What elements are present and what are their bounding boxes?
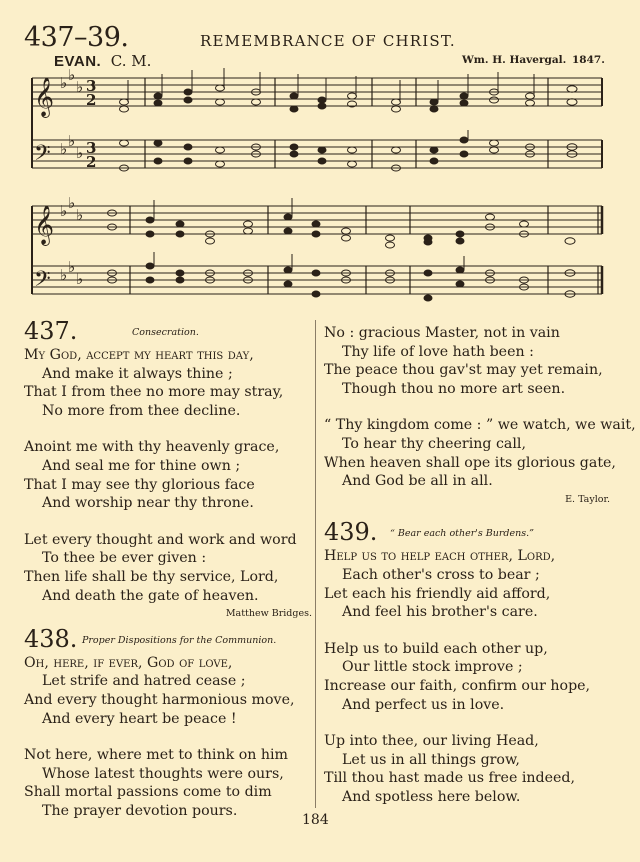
verse-line: Till thou hast made us free indeed, <box>324 770 576 787</box>
tune-year: 1847. <box>572 54 605 66</box>
svg-text:♭: ♭ <box>68 194 76 212</box>
hymn-number: 437. <box>24 317 78 345</box>
hymn-subtitle: “ Bear each other's Burdens.” <box>390 528 534 540</box>
verse-line: Help us to build each other up, <box>324 640 548 657</box>
stanza <box>324 324 610 398</box>
verse-line: No more from thee decline. <box>42 402 241 419</box>
bass-clef-icon: 𝄢 <box>34 267 51 297</box>
verse-line: Let every thought and work and word <box>24 531 297 548</box>
verse-line: And worship near thy throne. <box>42 495 254 512</box>
stanza <box>24 531 312 605</box>
svg-text:♭: ♭ <box>68 132 76 150</box>
svg-text:♭: ♭ <box>76 206 84 224</box>
hymn-author: Matthew Bridges. <box>225 608 312 620</box>
stanza <box>324 416 636 490</box>
verse-line: Thy life of love hath been : <box>342 343 534 360</box>
svg-text:♭: ♭ <box>60 74 68 92</box>
verse-line: And God be all in all. <box>342 473 493 490</box>
verse-line: My God, accept my heart this day, <box>24 347 254 363</box>
music-score <box>0 0 640 310</box>
svg-text:♭: ♭ <box>68 258 76 276</box>
hymn-437-heading <box>24 318 312 346</box>
verse-line: And feel his brother's care. <box>342 604 538 621</box>
verse-line: And perfect us in love. <box>342 696 505 713</box>
verse-line: When heaven shall ope its glorious gate, <box>324 454 616 471</box>
stanza <box>24 346 312 420</box>
staff-treble-2 <box>32 206 602 234</box>
verse-line: Oh, here, if ever, God of love, <box>24 654 233 671</box>
verse-line: And make it always thine ; <box>42 365 233 382</box>
verse-line: To thee be ever given : <box>42 550 207 567</box>
svg-text:2: 2 <box>86 91 97 109</box>
stanza <box>324 732 610 806</box>
verse-line: Help us to help each other, Lord, <box>324 548 556 565</box>
tune-composer: Wm. H. Havergal. <box>462 54 567 66</box>
verse-line: Up into thee, our living Head, <box>324 733 539 750</box>
verse-line: Let strife and hatred cease ; <box>42 673 246 690</box>
svg-text:♭: ♭ <box>76 78 84 96</box>
verse-line: And seal me for thine own ; <box>42 457 241 474</box>
hymn-numbers-header: 437–39. <box>24 22 129 53</box>
svg-text:♭: ♭ <box>68 66 76 84</box>
stanza <box>324 640 610 714</box>
hymn-438-heading <box>24 626 312 654</box>
stanza <box>24 746 312 820</box>
verse-line: Anoint me with thy heavenly grace, <box>24 439 280 456</box>
hymn-author: E. Taylor. <box>565 493 610 505</box>
verse-line: And death the gate of heaven. <box>42 587 259 604</box>
staff-treble-1 <box>32 78 602 106</box>
verse-line: And every heart be peace ! <box>42 710 237 727</box>
treble-clef-icon: 𝄞 <box>34 205 55 245</box>
verse-line: Let us in all things grow, <box>342 751 520 768</box>
verse-line: Then life shall be thy service, Lord, <box>24 568 279 585</box>
verse-line: The peace thou gav'st may yet remain, <box>324 362 603 379</box>
hymn-subtitle: Consecration. <box>132 327 199 338</box>
verse-line: “ Thy kingdom come : ” we watch, we wait, <box>324 417 636 434</box>
verse-line: No : gracious Master, not in vain <box>324 325 560 341</box>
verse-line: Our little stock improve ; <box>342 659 523 676</box>
verse-line: That I from thee no more may stray, <box>24 384 284 401</box>
page-number: 184 <box>302 812 329 828</box>
hymn-number: 438. <box>24 624 78 653</box>
stanza <box>324 547 610 621</box>
stanza <box>24 654 312 728</box>
verse-line: And spotless here below. <box>342 788 521 805</box>
verse-line: Not here, where met to think on him <box>24 747 289 764</box>
svg-text:3: 3 <box>86 77 97 95</box>
verse-line: The prayer devotion pours. <box>42 802 238 819</box>
barlines-2 <box>130 206 602 294</box>
verse-line: Whose latest thoughts were ours, <box>42 765 284 782</box>
svg-text:3: 3 <box>86 139 97 157</box>
treble-clef-icon: 𝄞 <box>34 77 55 117</box>
noteheads <box>108 85 578 301</box>
verse-line: Though thou no more art seen. <box>342 380 566 397</box>
verse-line: Shall mortal passions come to dim <box>24 784 272 801</box>
page-title: REMEMBRANCE OF CHRIST. <box>200 32 456 50</box>
svg-text:♭: ♭ <box>76 270 84 288</box>
right-column <box>324 324 636 806</box>
stanza <box>24 438 312 512</box>
verse-line: Let each his friendly aid afford, <box>324 585 551 602</box>
svg-text:♭: ♭ <box>76 144 84 162</box>
svg-text:♭: ♭ <box>60 266 68 284</box>
staff-bass-1 <box>32 140 602 168</box>
svg-text:♭: ♭ <box>60 140 68 158</box>
hymn-number: 439. <box>324 518 378 547</box>
svg-text:2: 2 <box>86 153 97 171</box>
tune-name: EVAN. <box>54 53 102 70</box>
verse-line: Increase our faith, confirm our hope, <box>324 677 591 694</box>
time-signature <box>86 77 96 171</box>
bass-clef-icon: 𝄢 <box>34 141 51 171</box>
left-column <box>24 318 312 820</box>
verse-line: Each other's cross to bear ; <box>342 566 540 583</box>
verse-line: That I may see thy glorious face <box>24 476 255 493</box>
verse-line: And every thought harmonious move, <box>24 691 295 708</box>
verse-line: To hear thy cheering call, <box>342 435 526 452</box>
tune-meter: C. M. <box>110 52 152 70</box>
hymn-subtitle: Proper Dispositions for the Communion. <box>82 634 277 646</box>
column-divider <box>315 320 316 808</box>
svg-text:♭: ♭ <box>60 202 68 220</box>
hymn-439-heading <box>324 519 610 547</box>
